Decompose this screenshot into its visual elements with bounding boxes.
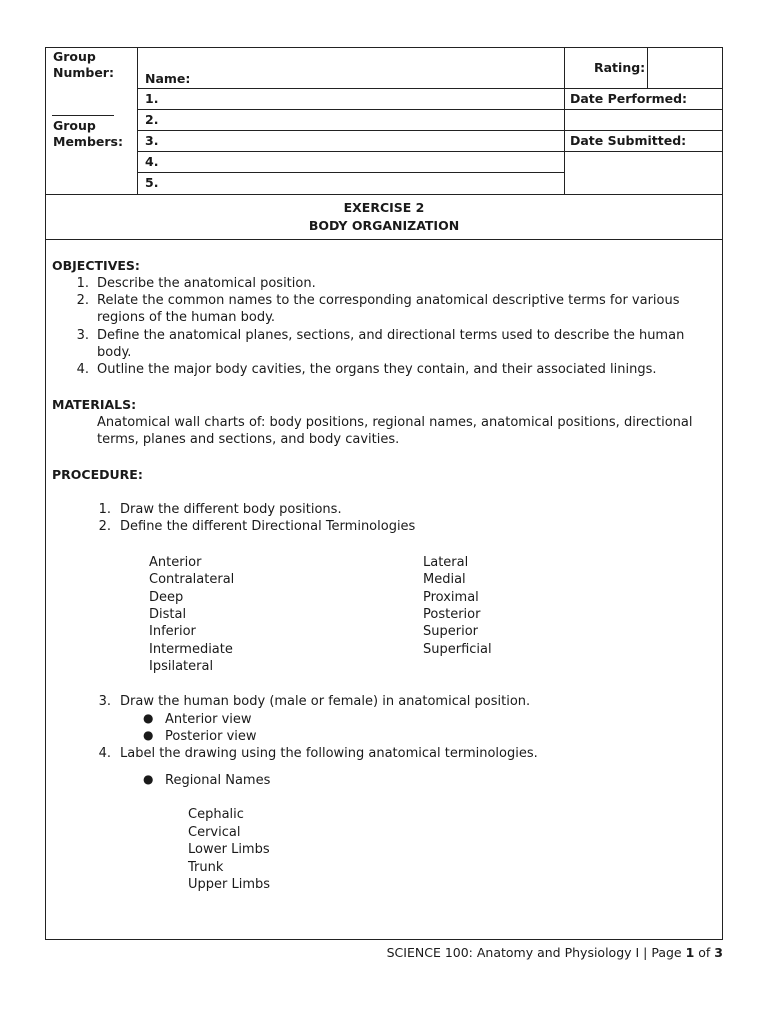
step-1-text: Draw the different body positions. [120,502,342,517]
step-2-text: Define the different Directional Terminologies [120,519,416,534]
procedure-heading: PROCEDURE: [52,467,143,482]
date-submitted-label: Date Submitted: [570,133,687,148]
header-row-line-2 [137,109,723,110]
member-4-label: 4. [145,154,159,169]
step-4-number: 4. [98,746,111,761]
term-right: Posterior [423,607,481,622]
regional-name: Lower Limbs [188,842,270,857]
term-left: Contralateral [149,572,235,587]
rating-label: Rating: [594,60,646,75]
term-right: Medial [423,572,466,587]
header-row-line-3 [137,130,723,131]
bullet-icon: ● [143,728,154,742]
rating-divider [647,47,648,88]
term-left: Inferior [149,624,196,639]
objective-3-number: 3. [76,328,89,343]
page-footer [387,945,723,961]
term-left: Distal [149,607,187,622]
bullet-icon: ● [143,711,154,725]
regional-name: Trunk [188,860,224,875]
materials-heading: MATERIALS: [52,397,137,412]
objective-3-text-line-2: body. [97,345,132,360]
objective-1-number: 1. [76,276,89,291]
materials-text-line-2: terms, planes and sections, and body cavities. [97,432,400,447]
group-number-label: Group Number: [53,49,114,80]
footer-course-text: SCIENCE 100: Anatomy and Physiology I | Page [386,945,686,960]
name-label: Name: [145,71,191,86]
group-number-underline [52,115,114,116]
bullet-icon: ● [143,772,154,786]
header-bottom-line [45,194,723,195]
member-3-label: 3. [145,133,159,148]
step-3-bullet: Posterior view [165,729,257,744]
header-row-line-1 [137,88,723,89]
term-right: Lateral [423,555,469,570]
objective-2-text-line-1: Relate the common names to the corresponding anatomical descriptive terms for various [97,293,680,308]
step-3-text: Draw the human body (male or female) in anatomical position. [120,694,531,709]
regional-name: Cervical [188,825,241,840]
term-right: Proximal [423,590,479,605]
term-left: Ipsilateral [149,659,214,674]
term-left: Intermediate [149,642,233,657]
group-members-label: Group Members: [53,118,123,149]
term-left: Anterior [149,555,202,570]
regional-name: Cephalic [188,807,244,822]
objective-2-number: 2. [76,293,89,308]
step-4-bullet: Regional Names [165,773,271,788]
exercise-title: BODY ORGANIZATION [308,218,460,233]
title-bottom-line [45,239,723,240]
objective-2-text-line-2: regions of the human body. [97,310,276,325]
date-performed-label: Date Performed: [570,91,688,106]
footer-page-number: 1 [685,945,695,960]
step-1-number: 1. [98,502,111,517]
step-2-number: 2. [98,519,111,534]
objectives-heading: OBJECTIVES: [52,258,140,273]
term-right: Superior [423,624,478,639]
objective-1-text: Describe the anatomical position. [97,276,316,291]
step-3-bullet: Anterior view [165,712,252,727]
step-3-number: 3. [98,694,111,709]
member-1-label: 1. [145,91,159,106]
exercise-number: EXERCISE 2 [343,200,425,215]
term-right: Superficial [423,642,492,657]
header-row-line-4 [137,151,723,152]
footer-of: of [694,945,715,960]
footer-total-pages: 3 [714,945,723,960]
objective-4-number: 4. [76,362,89,377]
objective-4-text: Outline the major body cavities, the organs they contain, and their associated linings. [97,362,657,377]
member-2-label: 2. [145,112,159,127]
header-row-line-5 [137,172,564,173]
header-divider-right [564,47,565,194]
term-left: Deep [149,590,184,605]
step-4-text: Label the drawing using the following anatomical terminologies. [120,746,538,761]
objective-3-text-line-1: Define the anatomical planes, sections, and directional terms used to describe the human [97,328,685,343]
regional-name: Upper Limbs [188,877,271,892]
materials-text-line-1: Anatomical wall charts of: body positions, regional names, anatomical positions, directional [97,415,693,430]
member-5-label: 5. [145,175,159,190]
